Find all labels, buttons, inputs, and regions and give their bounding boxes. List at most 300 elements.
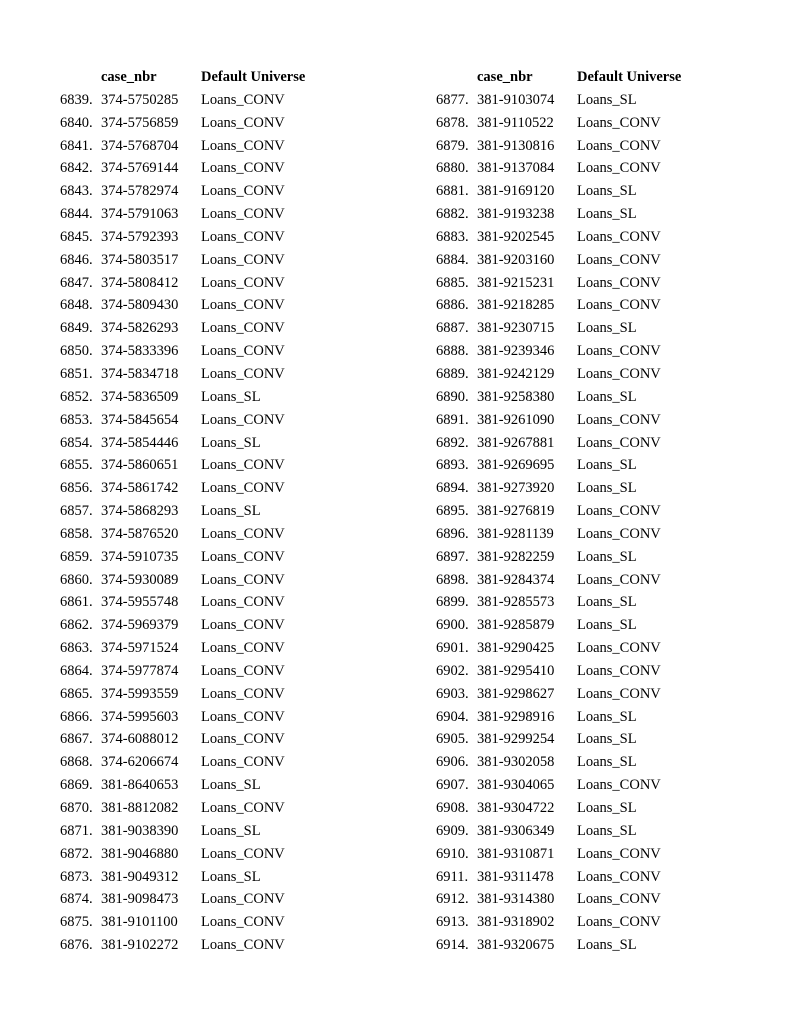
universe-cell: Loans_CONV xyxy=(201,754,285,771)
universe-cell: Loans_CONV xyxy=(201,617,285,634)
case-nbr-cell: 381-9202545 xyxy=(477,228,555,245)
row-number: 6905. xyxy=(436,731,469,748)
table-row xyxy=(0,294,399,317)
universe-cell: Loans_SL xyxy=(201,434,261,451)
table-row xyxy=(0,911,399,934)
universe-cell: Loans_CONV xyxy=(201,571,285,588)
universe-cell: Loans_CONV xyxy=(577,251,661,268)
table-row xyxy=(0,500,399,523)
case-nbr-cell: 374-5750285 xyxy=(101,91,179,108)
universe-cell: Loans_CONV xyxy=(201,251,285,268)
case-nbr-cell: 374-5930089 xyxy=(101,571,179,588)
table-row xyxy=(400,843,799,866)
row-number: 6891. xyxy=(436,411,469,428)
table-row xyxy=(0,523,399,546)
row-number: 6903. xyxy=(436,685,469,702)
row-number: 6893. xyxy=(436,457,469,474)
table-row xyxy=(400,934,799,957)
default-universe-header: Default Universe xyxy=(201,69,306,85)
table-row xyxy=(400,249,799,272)
universe-cell: Loans_CONV xyxy=(577,274,661,291)
row-number: 6855. xyxy=(60,457,93,474)
row-number: 6854. xyxy=(60,434,93,451)
row-number: 6842. xyxy=(60,160,93,177)
case-nbr-cell: 381-9306349 xyxy=(477,822,555,839)
row-number: 6889. xyxy=(436,365,469,382)
case-nbr-cell: 381-9230715 xyxy=(477,320,555,337)
row-number: 6882. xyxy=(436,206,469,223)
row-number: 6850. xyxy=(60,343,93,360)
table-row xyxy=(0,797,399,820)
universe-cell: Loans_SL xyxy=(577,754,637,771)
universe-cell: Loans_SL xyxy=(577,548,637,565)
row-number: 6872. xyxy=(60,845,93,862)
universe-cell: Loans_CONV xyxy=(201,548,285,565)
case-nbr-cell: 381-9267881 xyxy=(477,434,555,451)
universe-cell: Loans_CONV xyxy=(577,503,661,520)
universe-cell: Loans_CONV xyxy=(577,228,661,245)
row-number: 6846. xyxy=(60,251,93,268)
case-nbr-cell: 374-5971524 xyxy=(101,640,179,657)
case-nbr-cell: 374-6206674 xyxy=(101,754,179,771)
universe-cell: Loans_SL xyxy=(577,480,637,497)
universe-cell: Loans_CONV xyxy=(577,160,661,177)
table-row xyxy=(0,820,399,843)
universe-cell: Loans_CONV xyxy=(201,160,285,177)
table-row xyxy=(0,409,399,432)
table-row xyxy=(0,591,399,614)
case-nbr-cell: 374-5809430 xyxy=(101,297,179,314)
case-nbr-cell: 374-6088012 xyxy=(101,731,179,748)
universe-cell: Loans_SL xyxy=(577,800,637,816)
row-number: 6840. xyxy=(60,114,93,131)
universe-cell: Loans_CONV xyxy=(577,685,661,702)
table-row xyxy=(400,409,799,432)
row-number: 6900. xyxy=(436,617,469,634)
table-row xyxy=(0,546,399,569)
case-nbr-cell: 381-9304722 xyxy=(477,800,555,816)
case-nbr-cell: 374-5791063 xyxy=(101,206,179,223)
row-number: 6871. xyxy=(60,822,93,839)
table-row xyxy=(400,569,799,592)
case-nbr-cell: 381-9318902 xyxy=(477,914,555,931)
case-nbr-cell: 381-9314380 xyxy=(477,891,555,908)
table-row xyxy=(400,432,799,455)
row-number: 6843. xyxy=(60,183,93,200)
row-number: 6914. xyxy=(436,937,469,954)
universe-cell: Loans_SL xyxy=(577,731,637,748)
universe-cell: Loans_CONV xyxy=(577,365,661,382)
row-number: 6911. xyxy=(436,868,469,885)
row-number: 6894. xyxy=(436,480,469,497)
universe-cell: Loans_CONV xyxy=(201,183,285,200)
row-number: 6887. xyxy=(436,320,469,337)
row-number: 6862. xyxy=(60,617,93,634)
table-row xyxy=(400,157,799,180)
row-number: 6860. xyxy=(60,571,93,588)
universe-cell: Loans_CONV xyxy=(201,114,285,131)
row-number: 6890. xyxy=(436,388,469,405)
universe-cell: Loans_CONV xyxy=(577,114,661,131)
row-number: 6856. xyxy=(60,480,93,497)
table-row xyxy=(0,317,399,340)
universe-cell: Loans_CONV xyxy=(201,640,285,657)
universe-cell: Loans_CONV xyxy=(577,868,661,885)
universe-cell: Loans_SL xyxy=(577,937,637,954)
row-number: 6866. xyxy=(60,708,93,725)
row-number: 6896. xyxy=(436,525,469,542)
universe-cell: Loans_SL xyxy=(577,457,637,474)
table-row xyxy=(0,774,399,797)
universe-cell: Loans_SL xyxy=(577,594,637,611)
table-row xyxy=(0,203,399,226)
table-row xyxy=(0,89,399,112)
case-nbr-cell: 381-9284374 xyxy=(477,571,555,588)
row-number: 6886. xyxy=(436,297,469,314)
case-nbr-cell: 381-9299254 xyxy=(477,731,555,748)
universe-cell: Loans_CONV xyxy=(577,525,661,542)
row-number: 6858. xyxy=(60,525,93,542)
row-number: 6851. xyxy=(60,365,93,382)
table-row xyxy=(0,157,399,180)
row-number: 6853. xyxy=(60,411,93,428)
row-number: 6852. xyxy=(60,388,93,405)
table-row xyxy=(0,660,399,683)
table-row xyxy=(400,112,799,135)
table-row xyxy=(400,751,799,774)
table-row xyxy=(400,135,799,158)
universe-cell: Loans_CONV xyxy=(201,365,285,382)
row-number: 6913. xyxy=(436,914,469,931)
row-number: 6906. xyxy=(436,754,469,771)
case-nbr-cell: 381-9203160 xyxy=(477,251,555,268)
table-row xyxy=(0,112,399,135)
case-nbr-cell: 374-5834718 xyxy=(101,365,179,382)
row-number: 6883. xyxy=(436,228,469,245)
row-number: 6907. xyxy=(436,777,469,794)
table-row xyxy=(0,751,399,774)
table-row xyxy=(400,637,799,660)
universe-cell: Loans_CONV xyxy=(201,91,285,108)
row-number: 6863. xyxy=(60,640,93,657)
row-number: 6878. xyxy=(436,114,469,131)
case-nbr-cell: 381-9285573 xyxy=(477,594,555,611)
case-nbr-cell: 381-9169120 xyxy=(477,183,555,200)
table-row xyxy=(400,294,799,317)
row-number: 6864. xyxy=(60,662,93,679)
case-nbr-cell: 381-9215231 xyxy=(477,274,555,291)
case-nbr-cell: 381-9298627 xyxy=(477,685,555,702)
table-row xyxy=(400,820,799,843)
row-number: 6901. xyxy=(436,640,469,657)
row-number: 6849. xyxy=(60,320,93,337)
case-nbr-cell: 381-9239346 xyxy=(477,343,555,360)
table-row xyxy=(400,226,799,249)
universe-cell: Loans_SL xyxy=(201,868,261,885)
row-number: 6870. xyxy=(60,800,93,816)
case-nbr-cell: 381-8640653 xyxy=(101,777,179,794)
table-row xyxy=(0,614,399,637)
case-nbr-cell: 381-9103074 xyxy=(477,91,555,108)
table-row xyxy=(400,683,799,706)
row-number: 6841. xyxy=(60,137,93,154)
case-nbr-cell: 381-9295410 xyxy=(477,662,555,679)
universe-cell: Loans_CONV xyxy=(201,457,285,474)
table-row xyxy=(400,89,799,112)
case-nbr-cell: 374-5768704 xyxy=(101,137,179,154)
case-nbr-cell: 381-9302058 xyxy=(477,754,555,771)
universe-cell: Loans_CONV xyxy=(201,480,285,497)
table-row xyxy=(0,569,399,592)
table-row xyxy=(400,591,799,614)
case-nbr-cell: 374-5860651 xyxy=(101,457,179,474)
case-nbr-cell: 381-9320675 xyxy=(477,937,555,954)
table-row xyxy=(0,272,399,295)
universe-cell: Loans_SL xyxy=(201,777,261,794)
case-nbr-cell: 381-9311478 xyxy=(477,868,554,885)
row-number: 6881. xyxy=(436,183,469,200)
row-number: 6880. xyxy=(436,160,469,177)
case-nbr-cell: 381-9273920 xyxy=(477,480,555,497)
case-nbr-cell: 381-9218285 xyxy=(477,297,555,314)
case-nbr-header: case_nbr xyxy=(101,69,157,85)
table-row xyxy=(400,386,799,409)
case-nbr-cell: 374-5833396 xyxy=(101,343,179,360)
table-row xyxy=(400,523,799,546)
universe-cell: Loans_CONV xyxy=(201,525,285,542)
table-row xyxy=(0,728,399,751)
universe-cell: Loans_CONV xyxy=(577,434,661,451)
case-nbr-cell: 374-5854446 xyxy=(101,434,179,451)
universe-cell: Loans_CONV xyxy=(201,137,285,154)
case-nbr-cell: 374-5756859 xyxy=(101,114,179,131)
table-row xyxy=(0,683,399,706)
case-nbr-cell: 374-5836509 xyxy=(101,388,179,405)
case-nbr-cell: 374-5876520 xyxy=(101,525,179,542)
table-row xyxy=(0,866,399,889)
universe-cell: Loans_CONV xyxy=(201,685,285,702)
case-nbr-cell: 381-9102272 xyxy=(101,937,179,954)
row-number: 6888. xyxy=(436,343,469,360)
case-nbr-cell: 381-9310871 xyxy=(477,845,555,862)
universe-cell: Loans_SL xyxy=(577,206,637,223)
universe-cell: Loans_CONV xyxy=(577,891,661,908)
case-nbr-cell: 381-9282259 xyxy=(477,548,555,565)
case-nbr-cell: 374-5910735 xyxy=(101,548,179,565)
row-number: 6899. xyxy=(436,594,469,611)
case-nbr-cell: 374-5955748 xyxy=(101,594,179,611)
case-nbr-cell: 381-9290425 xyxy=(477,640,555,657)
table-row xyxy=(400,272,799,295)
table-row xyxy=(400,546,799,569)
table-row xyxy=(400,728,799,751)
table-row xyxy=(400,866,799,889)
case-nbr-cell: 381-9298916 xyxy=(477,708,555,725)
table-row xyxy=(0,477,399,500)
row-number: 6867. xyxy=(60,731,93,748)
table-row xyxy=(400,477,799,500)
table-row xyxy=(0,226,399,249)
table-row xyxy=(0,135,399,158)
universe-cell: Loans_CONV xyxy=(201,594,285,611)
table-row xyxy=(400,774,799,797)
table-row xyxy=(0,888,399,911)
row-number: 6873. xyxy=(60,868,93,885)
universe-cell: Loans_CONV xyxy=(201,228,285,245)
universe-cell: Loans_CONV xyxy=(577,297,661,314)
table-row xyxy=(0,934,399,957)
table-row xyxy=(400,317,799,340)
row-number: 6908. xyxy=(436,800,469,816)
universe-cell: Loans_CONV xyxy=(201,800,285,816)
universe-cell: Loans_CONV xyxy=(201,411,285,428)
row-number: 6895. xyxy=(436,503,469,520)
universe-cell: Loans_SL xyxy=(577,822,637,839)
row-number: 6859. xyxy=(60,548,93,565)
row-number: 6904. xyxy=(436,708,469,725)
case-nbr-cell: 374-5969379 xyxy=(101,617,179,634)
universe-cell: Loans_CONV xyxy=(201,845,285,862)
universe-cell: Loans_SL xyxy=(577,183,637,200)
table-row xyxy=(400,203,799,226)
table-row xyxy=(400,614,799,637)
case-nbr-cell: 381-9261090 xyxy=(477,411,555,428)
table-row xyxy=(0,637,399,660)
table-row xyxy=(400,340,799,363)
table-row xyxy=(0,706,399,729)
case-nbr-cell: 381-9304065 xyxy=(477,777,555,794)
universe-cell: Loans_CONV xyxy=(577,640,661,657)
case-nbr-cell: 374-5803517 xyxy=(101,251,179,268)
universe-cell: Loans_CONV xyxy=(577,411,661,428)
case-nbr-cell: 381-8812082 xyxy=(101,800,179,816)
universe-cell: Loans_SL xyxy=(201,388,261,405)
case-nbr-cell: 381-9242129 xyxy=(477,365,555,382)
row-number: 6839. xyxy=(60,91,93,108)
row-number: 6865. xyxy=(60,685,93,702)
case-nbr-cell: 374-5782974 xyxy=(101,183,179,200)
header-row xyxy=(0,66,399,89)
case-nbr-cell: 381-9193238 xyxy=(477,206,555,223)
case-nbr-cell: 374-5808412 xyxy=(101,274,179,291)
universe-cell: Loans_CONV xyxy=(201,343,285,360)
universe-cell: Loans_CONV xyxy=(577,914,661,931)
row-number: 6876. xyxy=(60,937,93,954)
case-nbr-cell: 381-9258380 xyxy=(477,388,555,405)
row-number: 6897. xyxy=(436,548,469,565)
table-row xyxy=(0,386,399,409)
universe-cell: Loans_CONV xyxy=(201,731,285,748)
universe-cell: Loans_CONV xyxy=(201,914,285,931)
table-row xyxy=(0,843,399,866)
row-number: 6902. xyxy=(436,662,469,679)
row-number: 6844. xyxy=(60,206,93,223)
left-table xyxy=(0,66,399,957)
row-number: 6874. xyxy=(60,891,93,908)
table-row xyxy=(0,454,399,477)
case-nbr-cell: 374-5792393 xyxy=(101,228,179,245)
table-row xyxy=(400,660,799,683)
table-row xyxy=(400,797,799,820)
universe-cell: Loans_CONV xyxy=(201,662,285,679)
case-nbr-cell: 374-5845654 xyxy=(101,411,179,428)
case-nbr-cell: 374-5868293 xyxy=(101,503,179,520)
row-number: 6910. xyxy=(436,845,469,862)
row-number: 6912. xyxy=(436,891,469,908)
case-nbr-cell: 381-9101100 xyxy=(101,914,178,931)
case-nbr-cell: 381-9038390 xyxy=(101,822,179,839)
row-number: 6847. xyxy=(60,274,93,291)
row-number: 6884. xyxy=(436,251,469,268)
universe-cell: Loans_SL xyxy=(577,617,637,634)
universe-cell: Loans_CONV xyxy=(201,708,285,725)
default-universe-header: Default Universe xyxy=(577,69,682,85)
universe-cell: Loans_CONV xyxy=(201,274,285,291)
row-number: 6885. xyxy=(436,274,469,291)
universe-cell: Loans_CONV xyxy=(577,845,661,862)
case-nbr-cell: 374-5995603 xyxy=(101,708,179,725)
universe-cell: Loans_CONV xyxy=(201,206,285,223)
row-number: 6848. xyxy=(60,297,93,314)
table-row xyxy=(400,706,799,729)
universe-cell: Loans_SL xyxy=(577,320,637,337)
case-nbr-cell: 374-5861742 xyxy=(101,480,179,497)
universe-cell: Loans_CONV xyxy=(201,937,285,954)
table-row xyxy=(0,340,399,363)
case-nbr-cell: 381-9276819 xyxy=(477,503,555,520)
row-number: 6875. xyxy=(60,914,93,931)
case-nbr-header: case_nbr xyxy=(477,69,533,85)
table-row xyxy=(0,180,399,203)
case-nbr-cell: 381-9110522 xyxy=(477,114,554,131)
universe-cell: Loans_CONV xyxy=(577,571,661,588)
case-nbr-cell: 374-5993559 xyxy=(101,685,179,702)
table-row xyxy=(0,363,399,386)
universe-cell: Loans_CONV xyxy=(201,891,285,908)
case-nbr-cell: 381-9285879 xyxy=(477,617,555,634)
table-row xyxy=(400,888,799,911)
table-row xyxy=(400,454,799,477)
table-row xyxy=(400,180,799,203)
case-nbr-cell: 381-9281139 xyxy=(477,525,554,542)
case-nbr-cell: 381-9269695 xyxy=(477,457,555,474)
universe-cell: Loans_SL xyxy=(577,388,637,405)
case-nbr-cell: 374-5977874 xyxy=(101,662,179,679)
header-row xyxy=(400,66,799,89)
universe-cell: Loans_SL xyxy=(201,503,261,520)
row-number: 6877. xyxy=(436,91,469,108)
universe-cell: Loans_CONV xyxy=(577,137,661,154)
universe-cell: Loans_CONV xyxy=(201,297,285,314)
table-row xyxy=(0,432,399,455)
table-row xyxy=(400,911,799,934)
case-nbr-cell: 374-5826293 xyxy=(101,320,179,337)
row-number: 6909. xyxy=(436,822,469,839)
case-nbr-cell: 381-9137084 xyxy=(477,160,555,177)
row-number: 6898. xyxy=(436,571,469,588)
table-row xyxy=(400,363,799,386)
row-number: 6868. xyxy=(60,754,93,771)
row-number: 6869. xyxy=(60,777,93,794)
universe-cell: Loans_SL xyxy=(577,91,637,108)
case-nbr-cell: 381-9049312 xyxy=(101,868,179,885)
case-nbr-cell: 374-5769144 xyxy=(101,160,179,177)
case-nbr-cell: 381-9130816 xyxy=(477,137,555,154)
row-number: 6857. xyxy=(60,503,93,520)
row-number: 6879. xyxy=(436,137,469,154)
table-row xyxy=(0,249,399,272)
universe-cell: Loans_CONV xyxy=(201,320,285,337)
